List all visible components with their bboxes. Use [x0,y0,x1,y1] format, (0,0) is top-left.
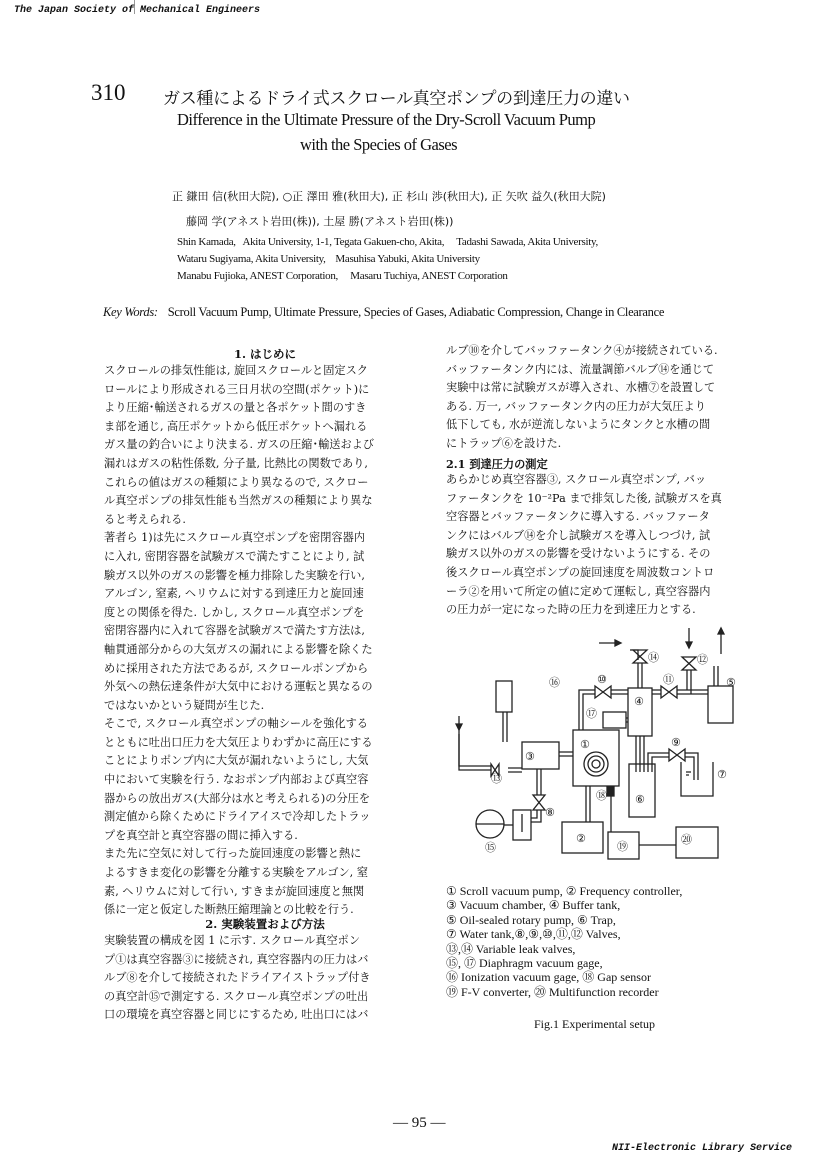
text-line: ⑤ Oil-sealed rotary pump, ⑥ Trap, [446,912,616,927]
authors-english-line-3: Manabu Fujioka, ANEST Corporation, Masaru Tuchiya, ANEST Corporation [177,270,508,282]
label-11: ⑪ [663,673,674,686]
footer-service: NII-Electronic Library Service [612,1143,793,1154]
paper-number: 310 [91,80,126,105]
text-line: そこで, スクロール真空ポンプの軸シールを強化する [104,717,368,731]
label-6: ⑥ [635,793,645,806]
text-line: ③ Vacuum chamber, ④ Buffer tank, [446,898,621,913]
text-line: 著者ら 1)は先にスクロール真空ポンプを密閉容器内 [104,531,365,545]
valve-8 [533,795,545,810]
text-line: よるすきま変化の影響を分離する実験をアルゴン, 窒 [104,866,368,880]
text-line: 外気への熱伝達条件が大気中における運転と異なるの [104,680,373,694]
section-2-heading: 2. 実験装置および方法 [205,917,325,931]
text-line: 口の環境を真空容器と同じにするため, 吐出口にはバ [104,1008,369,1022]
title-english-line-1: Difference in the Ultimate Pressure of the Dry-Scroll Vacuum Pump [177,110,596,129]
text-line: 軸貫通部分からの大気ガスの漏れによる影響を除くた [104,642,373,656]
section-1-body [104,362,374,920]
text-line: ガス量の釣合いにより決まる. ガスの圧縮･輸送および [104,438,375,452]
text-line: ある. 万一, バッファータンク内の圧力が大気圧より [446,399,706,413]
text-line: に入れ, 密閉容器を試験ガスで満たすことにより, 試 [104,549,365,563]
gap-sensor [607,787,614,796]
scroll-spiral-inner [588,756,604,772]
text-line: とともに吐出口圧力を大気圧よりわずかに高圧にする [104,735,373,749]
text-line: ではないかという疑問が生じた. [104,698,265,712]
text-line: ル真空ポンプの排気性能も当然ガスの種類により異な [104,494,373,508]
text-line: ⑬,⑭ Variable leak valves, [446,941,576,956]
authors-japanese-line-1: 正 鎌田 信(秋田大院), ○正 澤田 雅(秋田大), 正 杉山 渉(秋田大), 正 矢吹 益久(秋田大院) [172,190,606,203]
text-line: 度との関係を得た. しかし, スクロール真空ポンプを [104,605,365,619]
section-2-body [104,932,371,1025]
ionization-gage-box [496,681,512,712]
text-line: めに採用された方法であるが, スクロールポンプから [104,661,369,675]
valve-12 [682,657,696,670]
right-column-paragraph [446,342,718,454]
text-line: ンクにはバルブ⑭を介し試験ガスを導入しつづけ, 試 [446,528,711,542]
label-15: ⑮ [485,841,496,854]
text-line: ことによりポンプ内に大気が漏れないようにし, 大気 [104,754,369,768]
diaphragm-gage-17-box [603,712,626,728]
subsection-2-1-heading: 2.1 到達圧力の測定 [446,457,548,471]
text-line: また先に空気に対して行った旋回速度の影響と熱に [104,847,362,861]
text-line: ま部を通じ, 高圧ポケットから低圧ポケットへ漏れる [104,419,368,433]
authors-english-line-2: Wataru Sugiyama, Akita University, Masuhisa Yabuki, Akita University [177,253,480,265]
keywords-text: Scroll Vacuum Pump, Ultimate Pressure, Species of Gases, Adiabatic Compression, Change in Clearance [167,305,665,319]
label-10: ⑩ [597,673,607,686]
subsection-2-1-body [446,471,722,620]
text-line: あらかじめ真空容器③, スクロール真空ポンプ, バッ [446,473,707,486]
text-line: プ①は真空容器③に接続され, 真空容器内の圧力はバ [104,952,369,966]
label-9: ⑨ [671,736,681,749]
scroll-spiral-core [592,760,600,768]
text-line: 係に一定と仮定した断熱圧縮理論との比較を行う. [104,903,354,917]
keywords [103,305,664,320]
text-line: 空容器とバッファータンクに導入する. バッファータ [446,510,710,524]
text-line: 漏れはガスの粘性係数, 分子量, 比熱比の関数であり, [104,456,368,470]
text-line: 実験中は常に試験ガスが導入され、水槽⑦を設置して [446,381,716,395]
text-line: ① Scroll vacuum pump, ② Frequency controller, [446,884,683,898]
experimental-setup-diagram [455,620,745,880]
text-line: ルブ⑧を介して接続されたドライアイストラップ付き [104,971,371,985]
figure-legend [446,884,682,999]
authors-english-line-1: Shin Kamada, Akita University, 1-1, Tegata Gakuen-cho, Akita, Tadashi Sawada, Akita University, [177,236,598,248]
text-line: スクロールの排気性能は, 旋回スクロールと固定スク [104,364,368,377]
label-4: ④ [634,695,644,708]
text-line: 測定値から除くためにドライアイスで冷却したトラッ [104,810,371,824]
keywords-label: Key Words: [103,305,158,319]
text-line: ロールにより形成される三日月状の空間(ポケット)に [104,382,370,396]
trap-box [629,764,655,817]
text-line: ファータンクを 10⁻²Pa まで排気した後, 試験ガスを真 [446,491,722,505]
rotary-pump-box [708,686,733,723]
label-13: ⑬ [491,772,502,785]
text-line: より圧縮･輸送されるガスの量と各ポケット間のすき [104,401,367,415]
text-line: ⑮, ⑰ Diaphragm vacuum gage, [446,956,603,971]
label-18: ⑱ [596,789,607,802]
label-1: ① [580,738,590,751]
label-3: ③ [525,750,535,763]
label-19: ⑲ [617,840,628,853]
text-line: ルブ⑩を介してバッファータンク④が接続されている. [446,344,718,357]
text-line: 密閉容器内に入れて容器を試験ガスで満たす方法は, [104,624,365,638]
label-20: ⑳ [681,833,692,846]
text-line: ると考えられる. [104,512,186,526]
section-1-heading: 1. はじめに [233,347,296,361]
text-line: 中において実験を行う. なおポンプ内部および真空容 [104,773,369,787]
text-line: アルゴン, 窒素, ヘリウムに対する到達圧力と旋回速 [104,587,364,601]
text-line: の圧力が一定になった時の圧力を到達圧力とする. [446,603,696,617]
valve-10 [595,686,611,698]
authors-japanese-line-2: 藤岡 学(アネスト岩田(株)), 土屋 勝(アネスト岩田(株)) [186,215,454,228]
text-line: 験ガス以外のガスの影響を受けないようにする. その [446,547,711,561]
title-english-line-2: with the Species of Gases [300,135,458,154]
text-line: 低下しても, 水が逆流しないようにタンクと水槽の間 [446,418,711,432]
text-line: 後スクロール真空ポンプの旋回速度を周波数コントロ [446,565,715,579]
text-line: にトラップ⑥を設けた. [446,436,562,450]
pipe-inlet [459,730,491,770]
text-line: 器からの放出ガス(大部分は水と考えられる)の分圧を [104,791,371,805]
text-line: これらの値はガスの種類により異なるので, スクロー [104,475,369,489]
title-japanese: ガス種によるドライ式スクロール真空ポンプの到達圧力の違い [163,89,630,109]
society-header: The Japan Society of Mechanical Engineers [14,5,261,16]
label-16: ⑯ [549,676,560,689]
label-5: ⑤ [726,676,736,689]
label-17: ⑰ [586,707,597,720]
text-line: 素, ヘリウムに対して行い, すきまが旋回速度と無関 [104,884,365,898]
text-line: ⑲ F-V converter, ⑳ Multifunction recorder [446,984,659,999]
text-line: ⑦ Water tank,⑧,⑨,⑩,⑪,⑫ Valves, [446,927,621,942]
page-number: ― 95 ― [393,1115,446,1131]
text-line: プを真空計と真空容器の間に挿入する. [104,828,298,842]
text-line: バッファータンク内には、流量調節バルブ⑭を通じて [446,362,715,376]
water-tank [681,762,713,796]
valve-11 [661,686,677,698]
label-2: ② [576,832,586,845]
text-line: 実験装置の構成を図 1 に示す. スクロール真空ポン [104,934,361,947]
figure-caption: Fig.1 Experimental setup [534,1017,655,1031]
valve-9 [669,749,685,761]
text-line: 験ガス以外のガスの影響を極力排除した実験を行い, [104,568,365,582]
valve-14 [633,650,647,663]
label-12: ⑫ [697,653,708,666]
text-line: ーラ②を用いて所定の値に定めて運転し, 真空容器内 [446,584,711,598]
label-14: ⑭ [648,651,659,664]
text-line: ⑯ Ionization vacuum gage, ⑱ Gap sensor [446,970,651,985]
label-8: ⑧ [545,806,555,819]
label-7: ⑦ [717,768,727,781]
text-line: の真空計⑮で測定する. スクロール真空ポンプの吐出 [104,989,369,1003]
